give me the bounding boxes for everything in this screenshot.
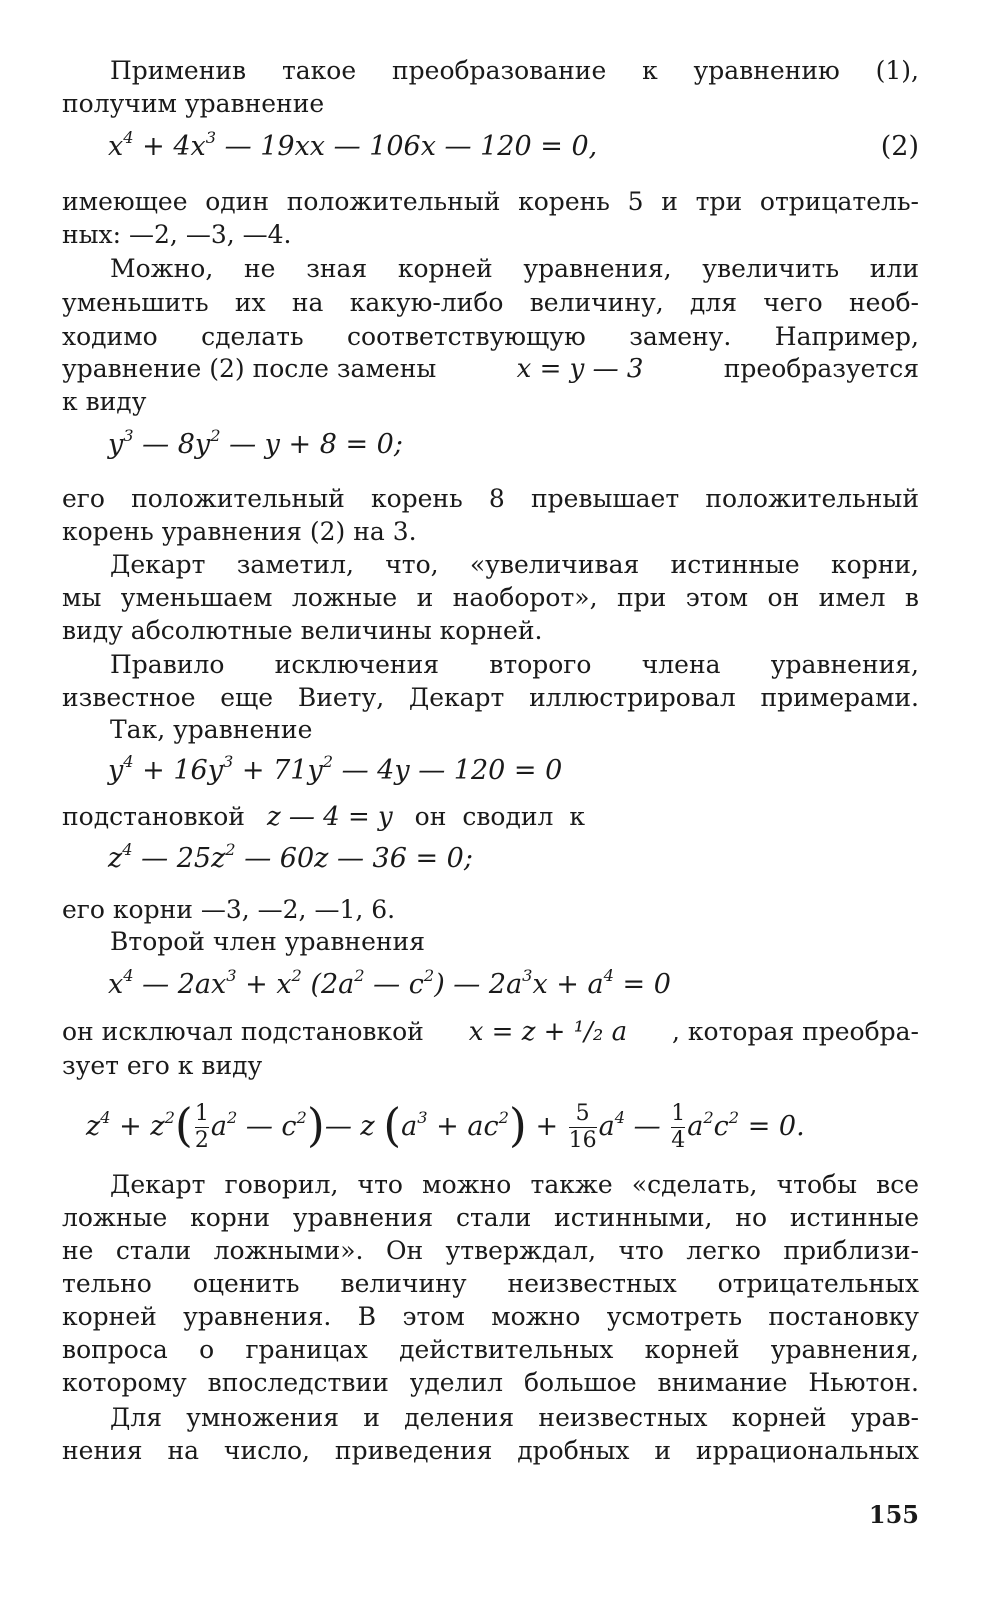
text-line: не стали ложными». Он утверждал, что легко приблизи- [62, 1236, 919, 1265]
text-line: нения на число, приведения дробных и иррациональных [62, 1436, 919, 1465]
text-line: ходимо сделать соответствующую замену. Например, [62, 322, 919, 351]
text-line: Можно, не зная корней уравнения, увеличить или [110, 254, 919, 283]
text-fragment: преобразуется [723, 354, 919, 383]
equation-2: $x^4 + 4x^3$ — 19xx — 106x — 120 = 0, (2) [108, 128, 1003, 166]
text-line: уменьшить их на какую-либо величину, для чего необ- [62, 288, 919, 317]
text-fragment: подстановкой [62, 802, 245, 831]
text-fragment: он исключал подстановкой [62, 1017, 424, 1046]
substitution-formula: x = z + ¹/₂ a [468, 1017, 628, 1047]
text-line: ных: —2, —3, —4. [62, 220, 292, 249]
equation-x-quartic-general: $x^4$ — $2ax^3 + x^2$ ($2a^2$ — $c^2$) — $2a^3x + a^4 = 0$ [108, 965, 671, 1000]
text-line: его положительный корень 8 превышает положительный [62, 484, 919, 513]
text-line: его корни —3, —2, —1, 6. [62, 895, 396, 924]
text-line-with-substitution [62, 1015, 919, 1049]
text-line: корень уравнения (2) на 3. [62, 517, 417, 546]
text-fragment: уравнение (2) после замены [62, 354, 437, 383]
text-line-with-substitution [62, 352, 919, 386]
equation-y-cubic: $y^3$ — $8y^2$ — y + 8 = 0; [108, 425, 403, 460]
substitution-formula: x = y — 3 [516, 354, 644, 384]
text-line: виду абсолютные величины корней. [62, 616, 543, 645]
text-line: Применив такое преобразование к уравнению (1), [110, 56, 919, 85]
equation-z-reduced: $z^4 + z^2$( $\frac{1}{2}$ $a^2$ — $c^2)—$ z $(a^3 + ac^2)$ + $\frac{5}{16}$ $a^4$ — $\frac{1}{4}$ $a^2c^2 = 0$. [86, 1098, 805, 1153]
text-line: Для умножения и деления неизвестных корней урав- [110, 1403, 919, 1432]
text-line: ложные корни уравнения стали истинными, но истинные [62, 1203, 919, 1232]
text-line: к виду [62, 387, 147, 416]
text-line: Второй член уравнения [110, 927, 425, 956]
equation-z-quartic: $z^4$ — $25z^2$ — 60z — 36 = 0; [108, 839, 473, 874]
text-line: тельно оценить величину неизвестных отрицательных [62, 1269, 919, 1298]
equation-y-quartic: $y^4 + 16y^3 + 71y^2$ — 4y — 120 = 0 [108, 751, 563, 786]
text-line: мы уменьшаем ложные и наоборот», при этом он имел в [62, 583, 919, 612]
text-line: Декарт заметил, что, «увеличивая истинные корни, [110, 550, 919, 579]
text-line: Правило исключения второго члена уравнения, [110, 650, 919, 679]
page-number: 155 [868, 1500, 919, 1529]
text-line-with-substitution [62, 800, 585, 834]
text-line: имеющее один положительный корень 5 и три отрицатель- [62, 187, 919, 216]
text-line: получим уравнение [62, 89, 325, 118]
text-line: вопроса о границах действительных корней уравнения, [62, 1335, 919, 1364]
text-line: зует его к виду [62, 1051, 263, 1080]
text-line: Декарт говорил, что можно также «сделать, чтобы все [110, 1170, 919, 1199]
text-line: Так, уравнение [110, 715, 313, 744]
equation-number: (2) [880, 131, 919, 162]
text-line: корней уравнения. В этом можно усмотреть постановку [62, 1302, 919, 1331]
substitution-formula: z — 4 = y [266, 802, 393, 832]
text-fragment: он сводил к [414, 802, 585, 831]
text-fragment: , которая преобра- [672, 1017, 919, 1046]
text-line: которому впоследствии уделил большое внимание Ньютон. [62, 1368, 919, 1397]
text-line: известное еще Виету, Декарт иллюстрировал примерами. [62, 683, 919, 712]
